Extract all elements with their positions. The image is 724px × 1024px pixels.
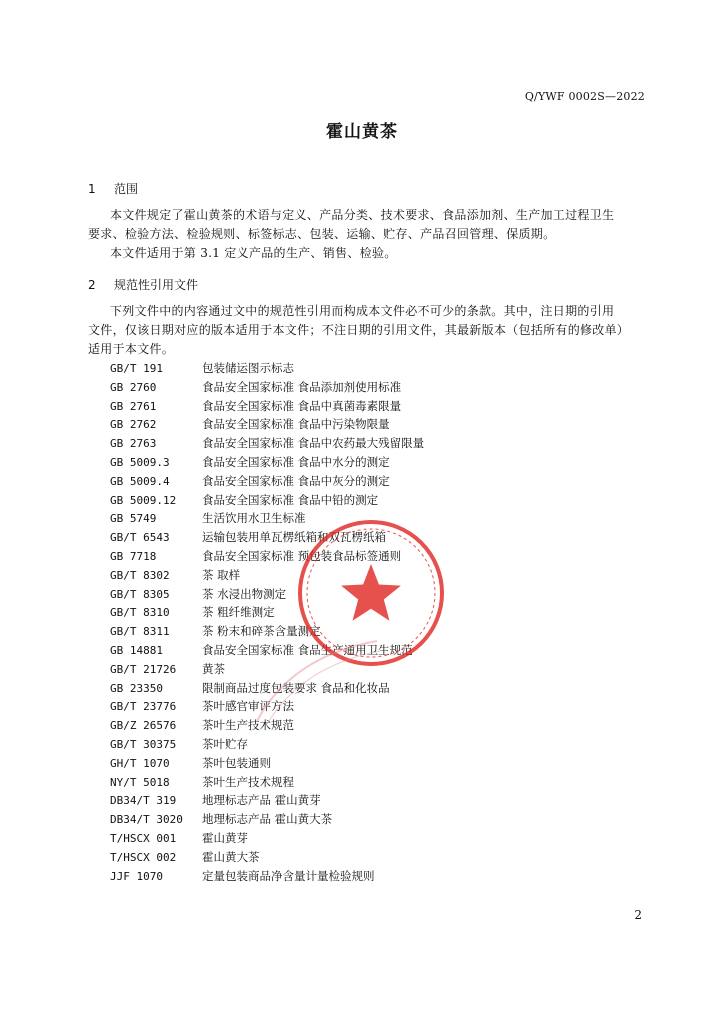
page-title: 霍山黄茶 [326, 122, 398, 142]
star-icon [341, 564, 401, 621]
reference-code: GB 7718 [110, 549, 157, 563]
reference-code: GB 5009.4 [110, 474, 170, 488]
reference-title: 食品安全国家标准 食品中灰分的测定 [202, 473, 390, 488]
reference-title: 茶叶包装通则 [202, 755, 271, 770]
reference-item [110, 491, 424, 510]
scope-paragraph [88, 206, 648, 244]
reference-code: GB 14881 [110, 643, 163, 657]
reference-title: 茶叶贮存 [202, 736, 248, 751]
reference-title: 霍山黄芽 [202, 830, 248, 845]
reference-title: 食品安全国家标准 食品中水分的测定 [202, 454, 390, 469]
reference-title: 茶 取样 [202, 567, 241, 582]
reference-code: JJF 1070 [110, 869, 163, 883]
reference-title: 食品安全国家标准 食品中污染物限量 [202, 417, 390, 432]
reference-title: 食品安全国家标准 食品中农药最大残留限量 [202, 436, 425, 451]
reference-item [110, 453, 424, 472]
reference-title: 包装储运图示标志 [202, 361, 294, 375]
reference-code: GB/Z 26576 [110, 719, 177, 733]
reference-title: 定量包装商品净含量计量检验规则 [202, 868, 375, 883]
reference-item [110, 773, 424, 792]
reference-code: GB/T 8302 [110, 568, 170, 582]
paragraph-line: 本文件规定了霍山黄茶的术语与定义、产品分类、技术要求、食品添加剂、生产加工过程卫生 [110, 208, 615, 222]
reference-code: GB/T 30375 [110, 737, 177, 751]
reference-code: GB 23350 [110, 681, 163, 695]
reference-code: GH/T 1070 [110, 756, 170, 770]
reference-item [110, 359, 424, 378]
doc-code: Q/YWF 0002S—2022 [524, 90, 645, 103]
section-title: 规范性引用文件 [114, 278, 199, 292]
reference-code: GB 2762 [110, 418, 157, 432]
reference-title: 生活饮用水卫生标准 [202, 511, 306, 526]
reference-title: 食品安全国家标准 食品生产通用卫生规范 [202, 642, 413, 657]
section-number: 1 [88, 182, 96, 196]
reference-item [110, 415, 424, 434]
reference-item [110, 378, 424, 397]
reference-item [110, 434, 424, 453]
paragraph-line: 适用于本文件。 [88, 342, 175, 356]
reference-title: 地理标志产品 霍山黄大茶 [202, 812, 333, 827]
paragraph-line: 本文件适用于第 3.1 定义产品的生产、销售、检验。 [110, 246, 397, 260]
section-title: 范围 [114, 182, 139, 196]
reference-code: GB/T 8310 [110, 606, 170, 620]
watermark-mark [252, 636, 382, 726]
reference-code: GB 5009.3 [110, 455, 170, 469]
reference-item [110, 867, 424, 886]
reference-title: 食品安全国家标准 食品中铅的测定 [202, 492, 379, 507]
reference-title: 运输包装用单瓦楞纸箱和双瓦楞纸箱 [202, 530, 386, 545]
paragraph-line: 要求、检验方法、检验规则、标签标志、包装、运输、贮存、产品召回管理、保质期。 [88, 227, 556, 241]
reference-title: 食品安全国家标准 食品中真菌毒素限量 [202, 398, 402, 413]
reference-code: DB34/T 3020 [110, 813, 183, 827]
reference-title: 茶叶生产技术规程 [202, 774, 294, 789]
scope-applicability [88, 244, 648, 263]
reference-title: 限制商品过度包装要求 食品和化妆品 [202, 680, 390, 695]
reference-title: 地理标志产品 霍山黄芽 [202, 793, 321, 808]
reference-item [110, 810, 424, 829]
reference-item [110, 848, 424, 867]
reference-code: GB 5009.12 [110, 493, 177, 507]
reference-code: GB/T 191 [110, 362, 163, 375]
reference-title: 食品安全国家标准 食品添加剂使用标准 [202, 379, 402, 394]
reference-code: GB/T 8305 [110, 587, 170, 601]
references-intro [88, 302, 648, 359]
reference-code: GB/T 6543 [110, 531, 170, 545]
reference-item [110, 472, 424, 491]
reference-title: 茶叶生产技术规范 [202, 718, 294, 733]
reference-item [110, 397, 424, 416]
reference-title: 茶 水浸出物测定 [202, 586, 287, 601]
page-number: 2 [634, 908, 642, 922]
reference-title: 黄茶 [202, 661, 225, 676]
reference-code: GB/T 23776 [110, 700, 177, 714]
reference-code: GB 2761 [110, 399, 157, 413]
reference-title: 霍山黄大茶 [202, 849, 260, 864]
reference-item [110, 829, 424, 848]
reference-title: 茶叶感官审评方法 [202, 699, 294, 714]
reference-code: GB 2760 [110, 380, 157, 394]
reference-code: NY/T 5018 [110, 775, 170, 789]
section-number: 2 [88, 278, 96, 292]
section-heading-references [88, 276, 198, 293]
reference-title: 食品安全国家标准 预包装食品标签通则 [202, 548, 402, 563]
reference-code: GB 5749 [110, 512, 157, 526]
reference-title: 茶 粗纤维测定 [202, 605, 275, 620]
reference-code: GB 2763 [110, 437, 157, 451]
reference-code: DB34/T 319 [110, 794, 177, 808]
reference-item [110, 754, 424, 773]
reference-code: T/HSCX 002 [110, 850, 177, 864]
reference-code: GB/T 8311 [110, 625, 170, 639]
reference-code: T/HSCX 001 [110, 831, 177, 845]
paragraph-line: 下列文件中的内容通过文中的规范性引用而构成本文件必不可少的条款。其中，注日期的引用 [110, 304, 615, 318]
paragraph-line: 文件，仅该日期对应的版本适用于本文件；不注日期的引用文件，其最新版本（包括所有的修改单） [88, 323, 630, 337]
reference-item [110, 735, 424, 754]
reference-item [110, 791, 424, 810]
reference-code: GB/T 21726 [110, 662, 177, 676]
section-heading-scope [88, 180, 138, 197]
reference-title: 茶 粉末和碎茶含量测定 [202, 624, 321, 639]
